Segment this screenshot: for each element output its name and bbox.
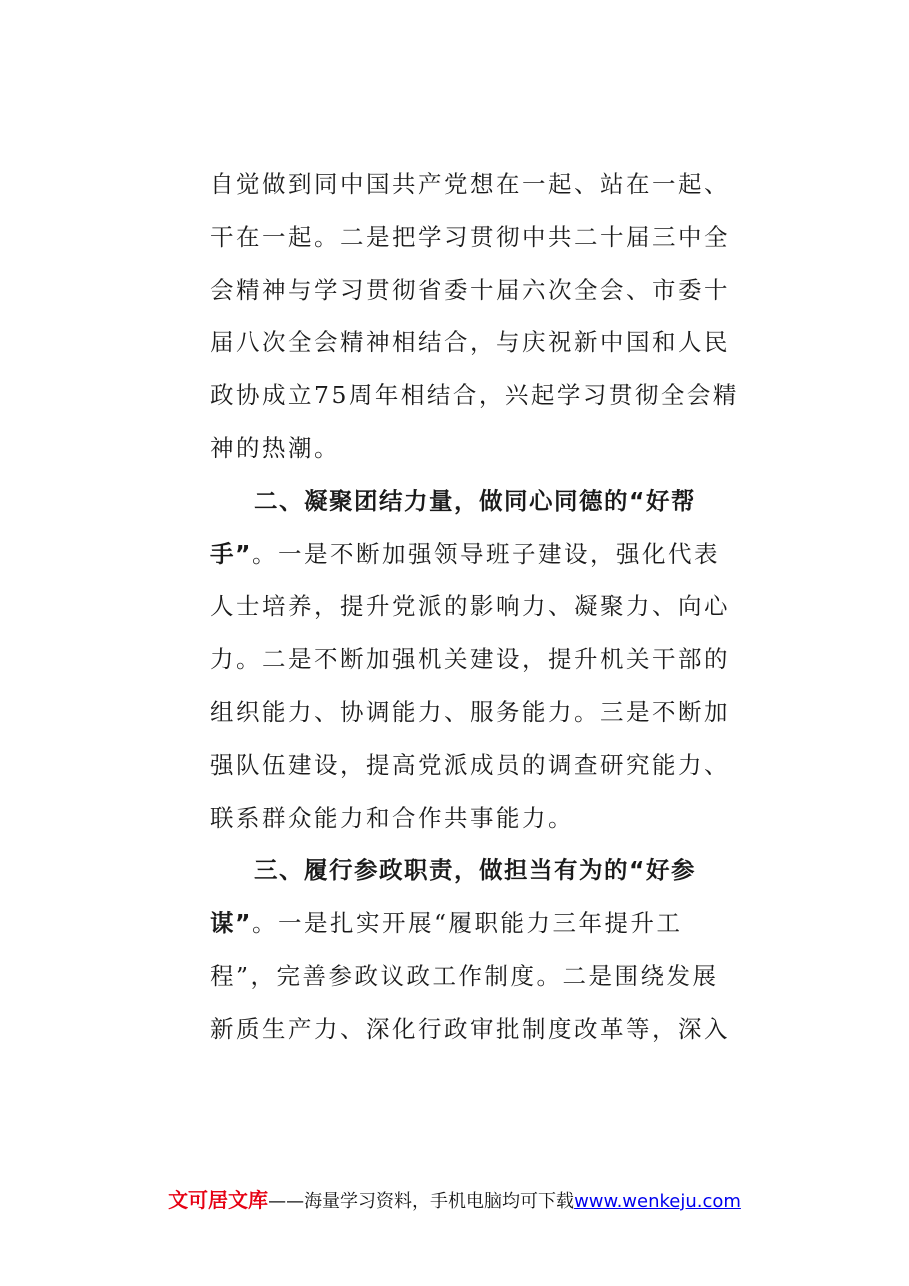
section-2-first-line xyxy=(210,534,720,587)
section-2-heading: 二、凝聚团结力量，做同心同德的“好帮 xyxy=(254,486,696,515)
body-line: 自觉做到同中国共产党想在一起、站在一起、 xyxy=(210,170,730,198)
section-3-heading: 三、履行参政职责，做担当有为的“好参 xyxy=(254,856,696,885)
footer-website-link[interactable]: www.wenkeju.com xyxy=(574,1191,741,1212)
body-line: 程”，完善参政议政工作制度。二是围绕发展 xyxy=(210,961,719,990)
body-line: 新质生产力、深化行政审批制度改革等，深入 xyxy=(210,1014,730,1043)
section-2-heading-continued: 手” xyxy=(210,539,252,568)
body-line: 神的热潮。 xyxy=(210,433,340,462)
document-body xyxy=(210,164,739,1062)
footer-banner xyxy=(0,1184,909,1213)
section-3-first-line-text: 。一是扎实开展“履职能力三年提升工 xyxy=(251,909,683,938)
body-line: 届八次全会精神相结合，与庆祝新中国和人民 xyxy=(210,328,730,357)
body-line: 组织能力、协调能力、服务能力。三是不断加 xyxy=(210,697,730,726)
body-line: 强队伍建设，提高党派成员的调查研究能力、 xyxy=(210,750,730,779)
body-line: 会精神与学习贯彻省委十届六次全会、市委十 xyxy=(210,275,730,304)
footer-brand: 文可居文库 xyxy=(168,1188,269,1212)
footer-tagline: ——海量学习资料，手机电脑均可下载 xyxy=(268,1191,575,1212)
body-line: 政协成立75周年相结合，兴起学习贯彻全会精 xyxy=(210,381,739,410)
body-line: 力。二是不断加强机关建设，提升机关干部的 xyxy=(210,645,730,674)
section-2-first-line-text: 。一是不断加强领导班子建设，强化代表 xyxy=(251,539,720,568)
section-3-first-line xyxy=(210,903,696,956)
body-line: 干在一起。二是把学习贯彻中共二十届三中全 xyxy=(210,222,730,251)
body-line: 人士培养，提升党派的影响力、凝聚力、向心 xyxy=(210,592,730,621)
body-line: 联系群众能力和合作共事能力。 xyxy=(210,803,574,832)
section-3-heading-continued: 谋” xyxy=(210,909,252,938)
